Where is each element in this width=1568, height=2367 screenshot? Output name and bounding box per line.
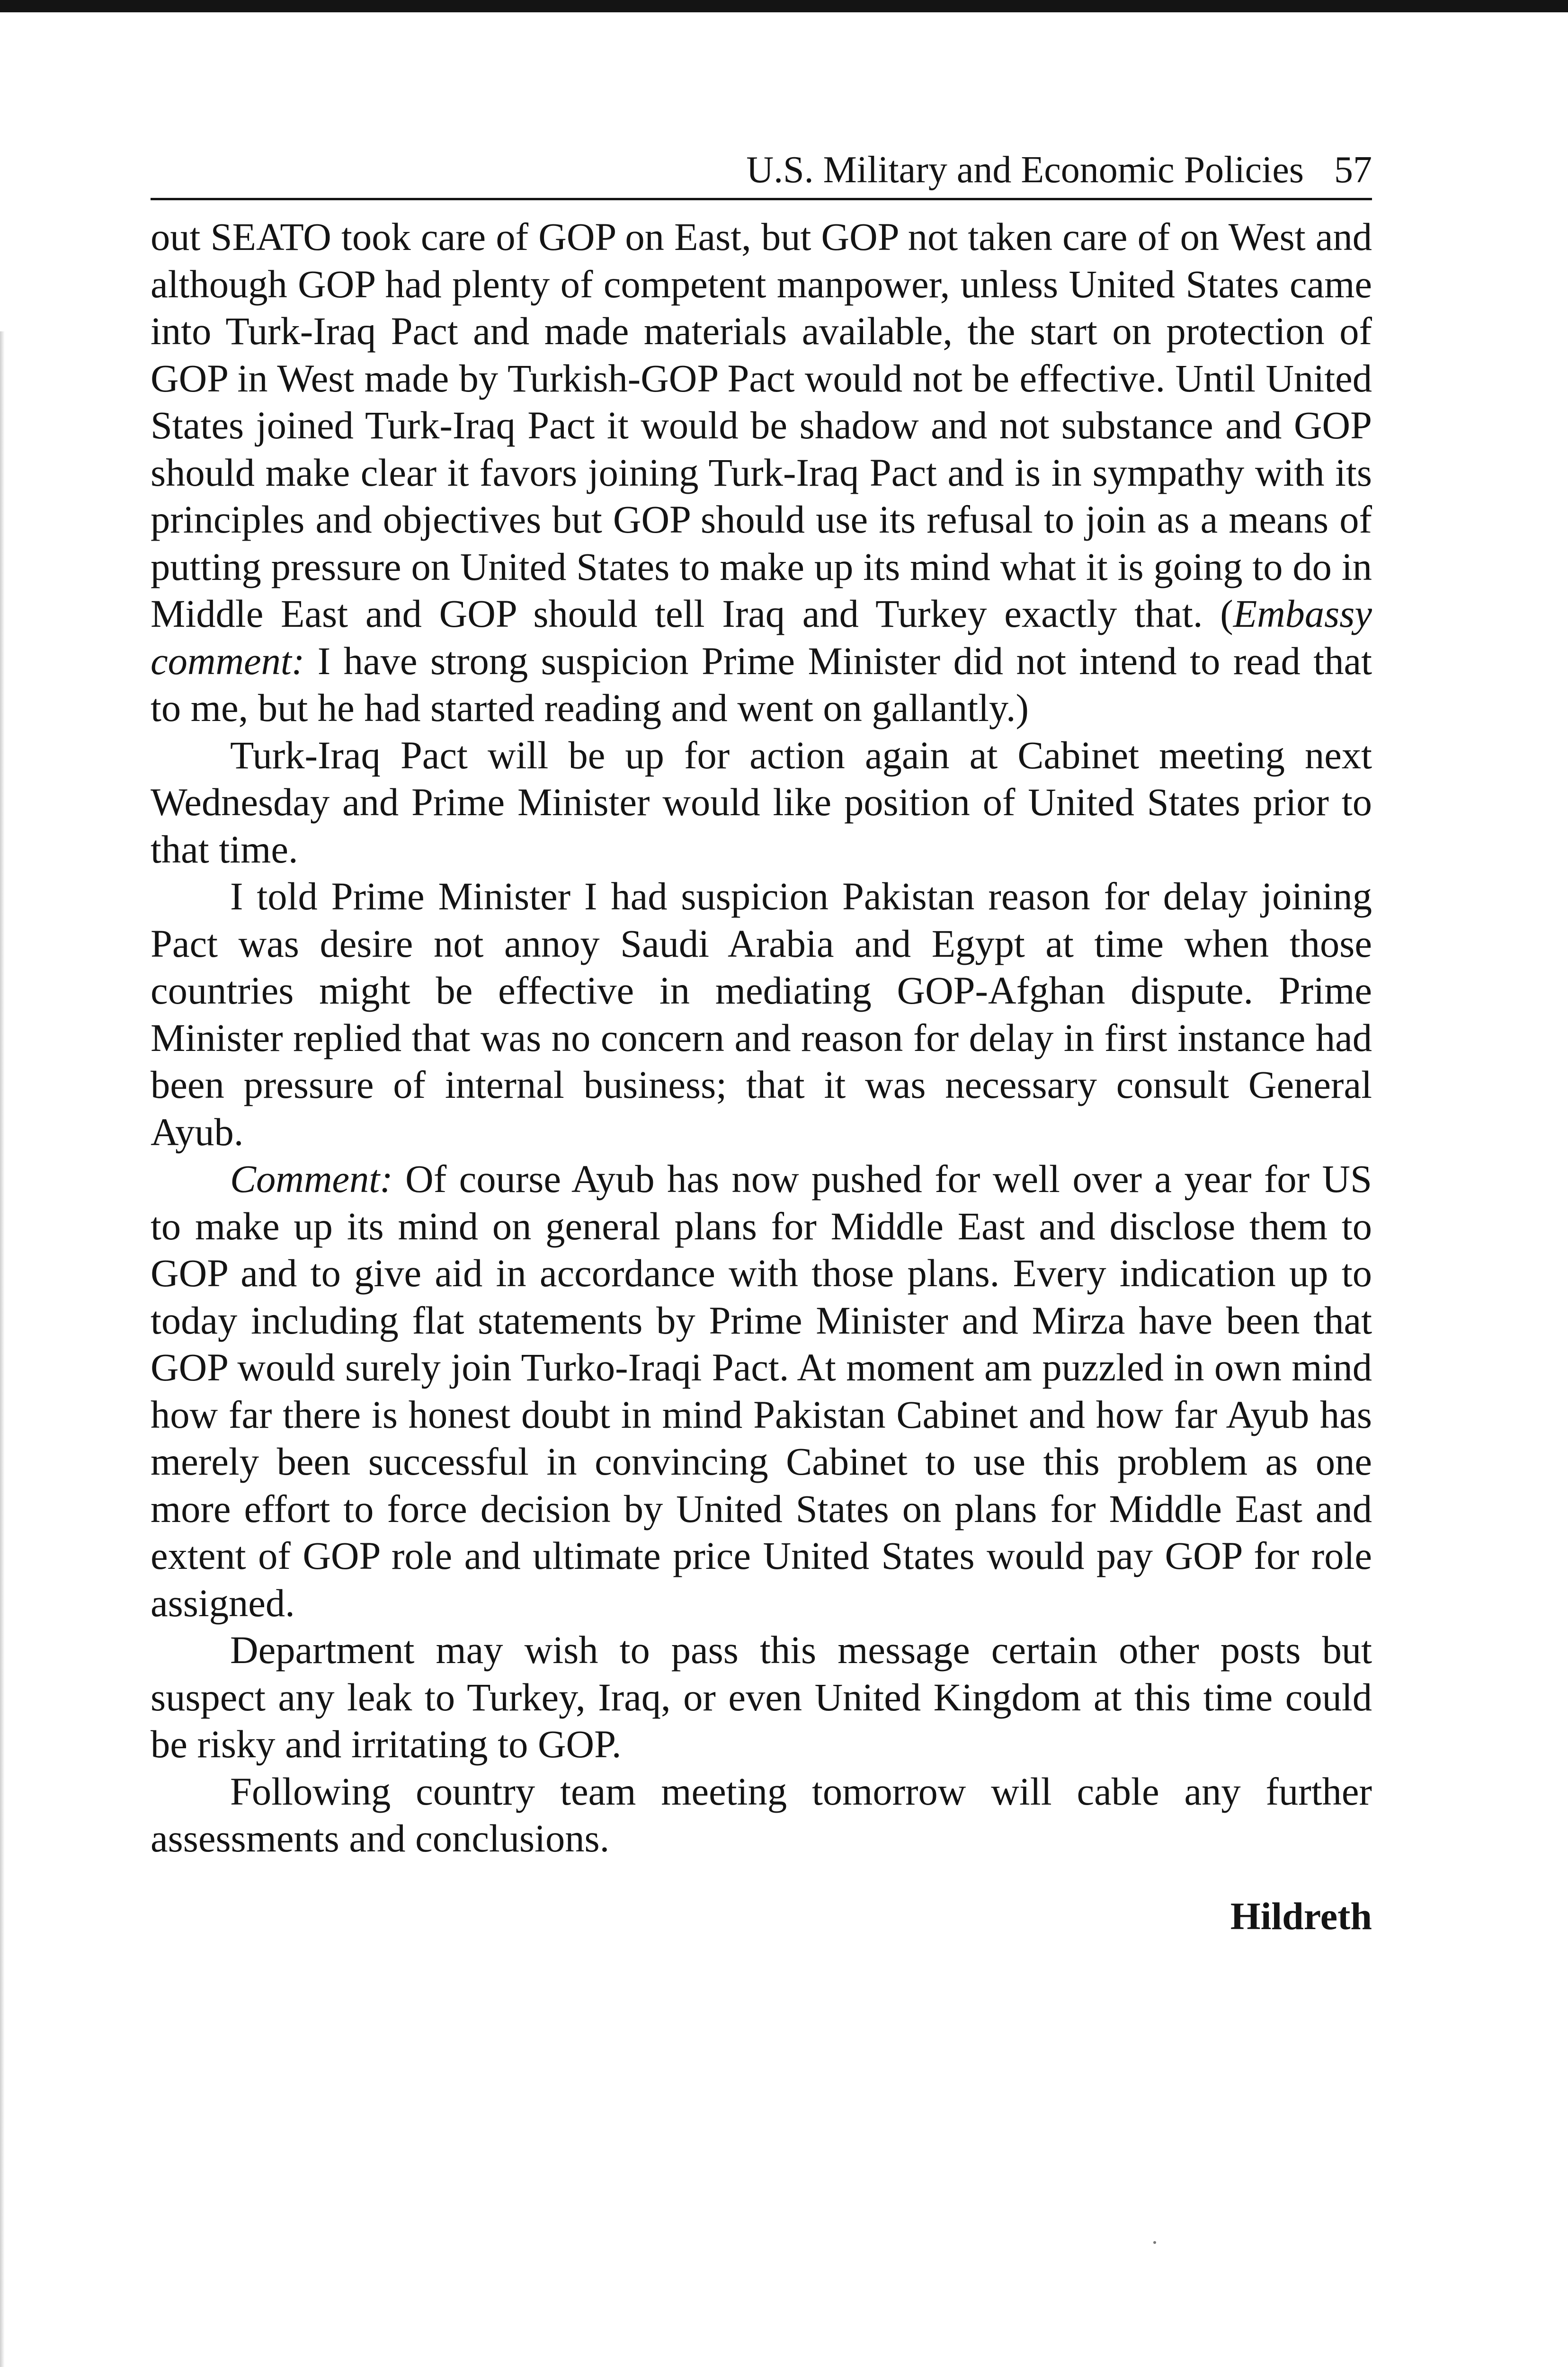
signature: Hildreth xyxy=(1230,1894,1372,1938)
embassy-comment-label: Embassy comment: xyxy=(151,592,1372,683)
paragraph-1-continuation: I have strong suspicion Prime Minister did not intend to read that to me, but he had started reading and went on gallantly.) xyxy=(151,639,1372,730)
paragraph-2: Turk-Iraq Pact will be up for action again at Cabinet meeting next Wednesday and Prime Minister would like position of United States prior to that time. xyxy=(151,733,1372,871)
running-head xyxy=(151,142,1372,200)
paragraph-3: I told Prime Minister I had suspicion Pakistan reason for delay joining Pact was desire not annoy Saudi Arabia and Egypt at time when those countries might be effective in mediating GOP-Afghan dispute. Prime Minister replied that was no concern and reason for delay in first instance had been pressure of internal business; that it was necessary consult General Ayub. xyxy=(151,874,1372,1154)
book-page xyxy=(151,142,1372,1940)
paragraph-4-text: Of course Ayub has now pushed for well over a year for US to make up its mind on general plans for Middle East and disclose them to GOP and to give aid in accordance with those plans. Every indication up to today including flat statements by Prime Minister and Mirza have been that GOP would surely join Turko-Iraqi Pact. At moment am puzzled in own mind how far there is honest doubt in mind Pakistan Cabinet and how far Ayub has merely been successful in convincing Cabinet to use this problem as one more effort to force decision by United States on plans for Middle East and extent of GOP role and ultimate price United States would pay GOP for role assigned. xyxy=(151,1157,1372,1625)
page-number: 57 xyxy=(1334,149,1372,191)
paragraph-1-text: out SEATO took care of GOP on East, but GOP not taken care of on West and although GOP had plenty of competent manpower, unless United States came into Turk-Iraq Pact and made materials available, the start on protection of GOP in West made by Turkish-GOP Pact would not be effective. Until United States joined Turk-Iraq Pact it would be shadow and not substance and GOP should make clear it favors joining Turk-Iraq Pact and is in sympathy with its principles and objectives but GOP should use its refusal to join as a means of putting pressure on United States to make up its mind what it is going to do in Middle East and GOP should tell Iraq and Turkey exactly that. ( xyxy=(151,215,1372,635)
scan-binding-shadow xyxy=(0,331,5,2367)
paragraph-6: Following country team meeting tomorrow will cable any further assessments and conclusions. xyxy=(151,1769,1372,1860)
paragraph-5: Department may wish to pass this message certain other posts but suspect any leak to Turkey, Iraq, or even United Kingdom at this time could be risky and irritating to GOP. xyxy=(151,1628,1372,1766)
paragraph-1 xyxy=(151,214,1372,732)
comment-label: Comment: xyxy=(230,1157,393,1201)
scan-top-border xyxy=(0,0,1568,12)
body-text xyxy=(151,214,1372,1862)
scan-speck xyxy=(1153,2241,1156,2244)
running-head-title: U.S. Military and Economic Policies xyxy=(746,149,1304,191)
paragraph-4 xyxy=(151,1156,1372,1627)
